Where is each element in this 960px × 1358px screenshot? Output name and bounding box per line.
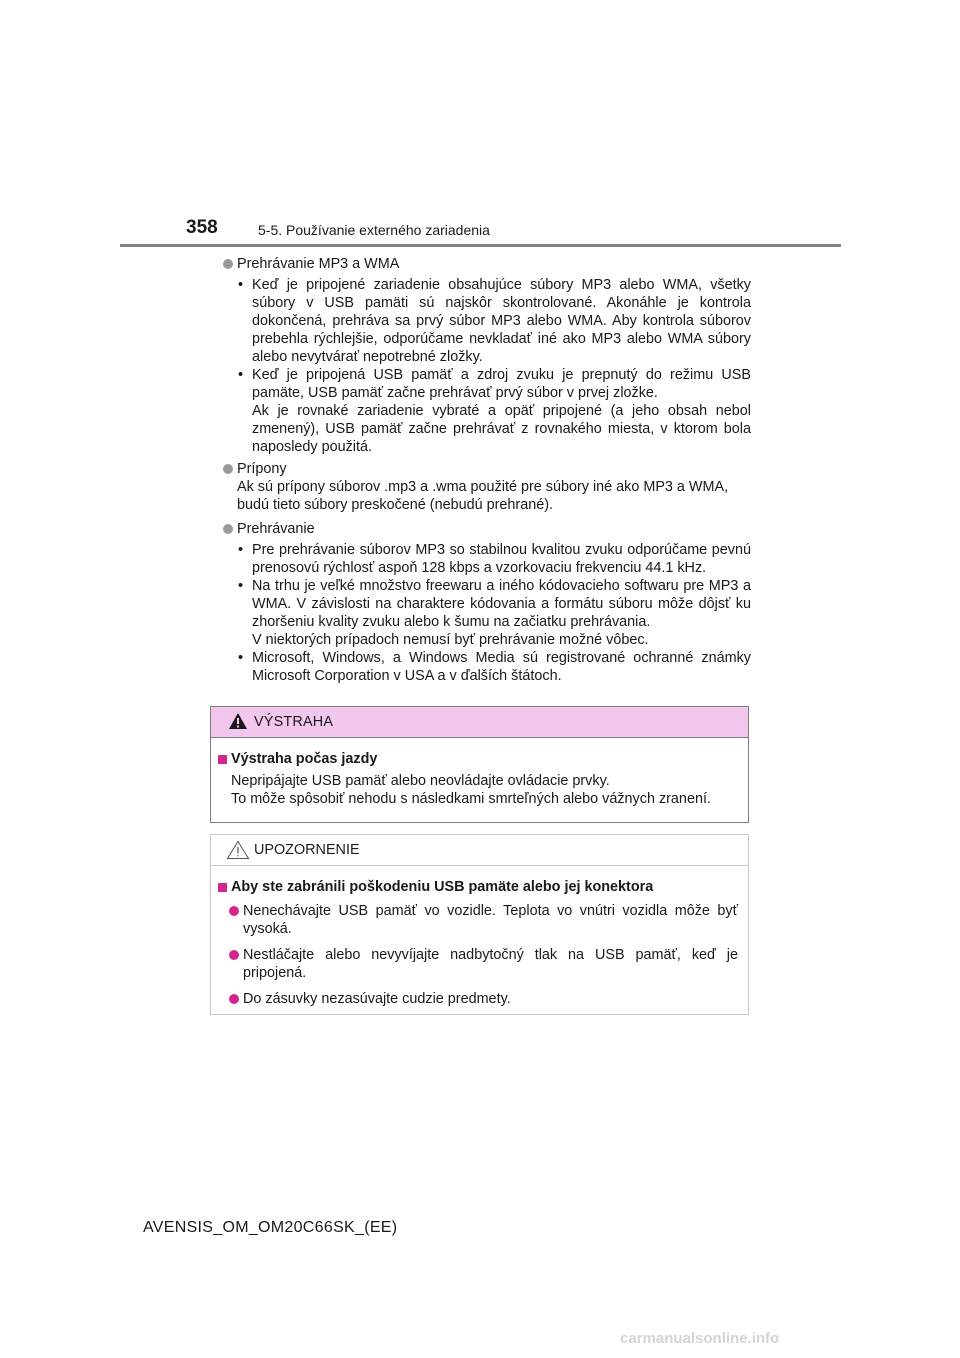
playback-heading: Prehrávanie [221, 520, 751, 538]
warning-line-1: Nepripájajte USB pamäť alebo neovládajte ovládacie prvky. [231, 773, 610, 789]
warning-heading: Výstraha počas jazdy [216, 750, 738, 768]
mp3-wma-heading: Prehrávanie MP3 a WMA [221, 255, 751, 273]
list-item: • Na trhu je veľké množstvo freewaru a iného kódovacieho softwaru pre MP3 a WMA. V závislosti na charaktere kódovania a formátu súboru môže dôjsť ku zhoršeniu kvality zvuku alebo k šumu na začiatku prehrávania. V niektorých prípadoch nemusí byť prehrávanie možné vôbec. [238, 578, 751, 648]
document-code: AVENSIS_OM_OM20C66SK_(EE) [143, 1219, 398, 1236]
square-bullet-icon [218, 755, 227, 764]
warning-label: VÝSTRAHA [254, 714, 334, 730]
warning-body [211, 738, 748, 808]
main-content [221, 255, 751, 685]
caution-body [211, 866, 748, 1008]
extensions-body: Ak sú prípony súborov .mp3 a .wma použité pre súbory iné ako MP3 a WMA, budú tieto súbory preskočené (nebudú prehrané). [237, 479, 729, 513]
warning-box [210, 706, 749, 823]
list-item: • Pre prehrávanie súborov MP3 so stabilnou kvalitou zvuku odporúčame pevnú prenosovú rýchlosť aspoň 128 kbps a vzorkovaciu frekvenciu 44.1 kHz. [238, 542, 751, 576]
playback-list [221, 541, 751, 685]
caution-heading: Aby ste zabránili poškodeniu USB pamäte alebo jej konektora [216, 878, 738, 896]
section-title: 5-5. Používanie externého zariadenia [258, 222, 490, 238]
extensions-heading: Prípony [221, 460, 751, 478]
pink-bullet-icon [229, 906, 239, 916]
list-item: Nestláčajte alebo nevyvíjajte nadbytočný tlak na USB pamäť, keď je pripojená. [216, 946, 738, 982]
list-item: • Microsoft, Windows, a Windows Media sú registrované ochranné známky Microsoft Corporation v USA a v ďalších štátoch. [238, 650, 751, 684]
mp3-wma-list [221, 276, 751, 456]
gray-bullet-icon [223, 259, 233, 269]
warning-header [211, 707, 748, 738]
warning-line-2: To môže spôsobiť nehodu s následkami smrteľných alebo vážnych zranení. [231, 791, 711, 807]
header-divider [120, 244, 841, 247]
caution-header [211, 835, 748, 866]
list-item: • Keď je pripojená USB pamäť a zdroj zvuku je prepnutý do režimu USB pamäte, USB pamäť začne prehrávať prvý súbor v prvej zložke. Ak je rovnaké zariadenie vybraté a opäť pripojené (a jeho obsah nebol zmenený), USB pamäť začne prehrávať z rovnakého miesta, v ktorom bola naposledy použitá. [238, 367, 751, 455]
watermark: carmanualsonline.info [620, 1330, 780, 1347]
list-item: Do zásuvky nezasúvajte cudzie predmety. [216, 990, 738, 1008]
caution-label: UPOZORNENIE [254, 842, 360, 858]
page-number: 358 [186, 217, 218, 238]
caution-triangle-icon [226, 840, 250, 860]
caution-box [210, 834, 749, 1015]
list-item: • Keď je pripojené zariadenie obsahujúce súbory MP3 alebo WMA, všetky súbory v USB pamäti sú najskôr skontrolované. Akonáhle je kontrola dokončená, prehráva sa prvý súbor MP3 alebo WMA. Aby kontrola súborov prebehla rýchlejšie, odporúčame nevkladať iné ako MP3 alebo WMA súbory alebo nevytvárať nepotrebné zložky. [238, 277, 751, 365]
warning-triangle-icon [228, 712, 248, 730]
pink-bullet-icon [229, 994, 239, 1004]
square-bullet-icon [218, 883, 227, 892]
list-item: Nenechávajte USB pamäť vo vozidle. Teplota vo vnútri vozidla môže byť vysoká. [216, 902, 738, 938]
gray-bullet-icon [223, 524, 233, 534]
gray-bullet-icon [223, 464, 233, 474]
pink-bullet-icon [229, 950, 239, 960]
